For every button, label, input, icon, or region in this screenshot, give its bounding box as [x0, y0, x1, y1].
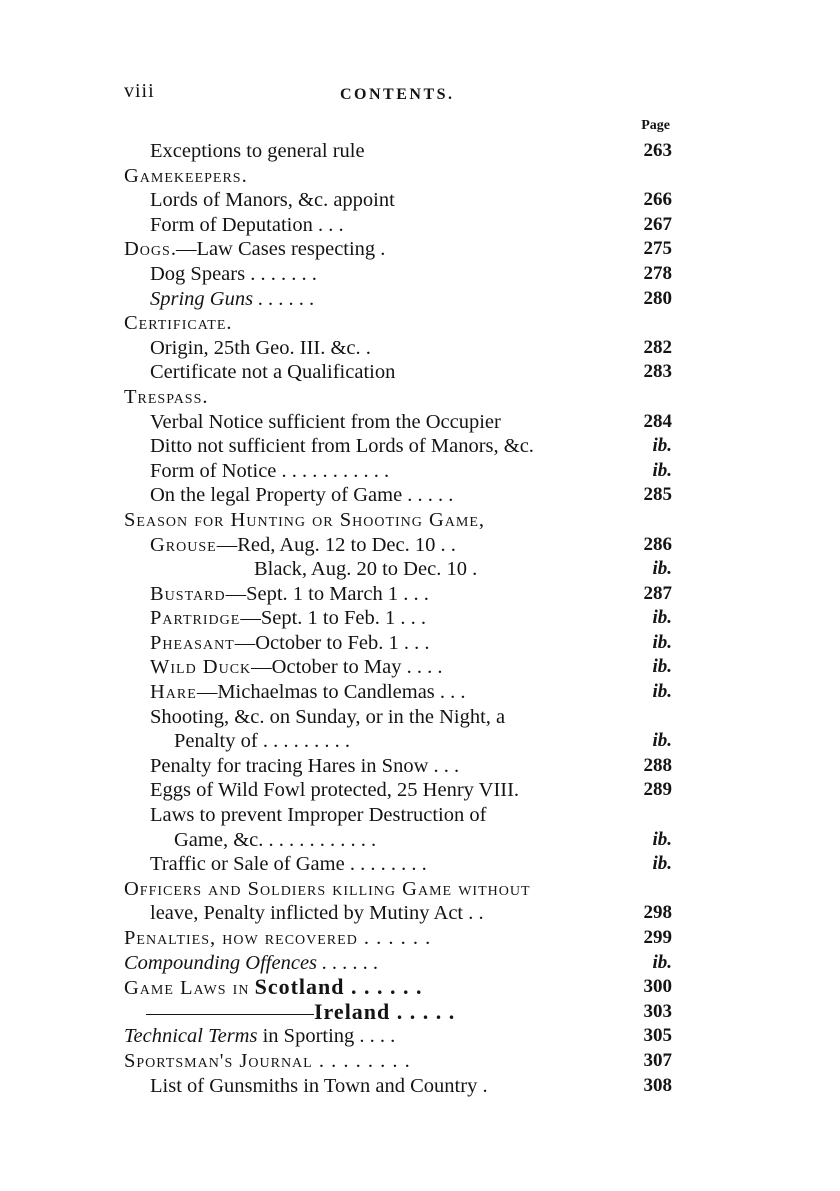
toc-entry: Verbal Notice sufficient from the Occupier 284 — [150, 410, 672, 433]
toc-entry: Compounding Offences . . . . . . ib. — [124, 951, 672, 974]
contents-list — [124, 139, 672, 1098]
toc-entry: leave, Penalty inflicted by Mutiny Act . . 298 — [150, 902, 672, 925]
toc-heading: Officers and Soldiers killing Game without — [124, 877, 531, 900]
toc-entry: Hare—Michaelmas to Candlemas . . . ib. — [150, 681, 672, 704]
toc-entry: Grouse—Red, Aug. 12 to Dec. 10 . . 286 — [150, 533, 672, 556]
toc-entry: Penalty of . . . . . . . . . ib. — [174, 730, 672, 753]
toc-entry: On the legal Property of Game . . . . . 285 — [150, 484, 672, 507]
toc-heading: Penalties, how recovered . . . . . . 299 — [124, 927, 672, 949]
toc-entry: Partridge—Sept. 1 to Feb. 1 . . . ib. — [150, 607, 672, 630]
page-numeral: viii — [124, 80, 155, 102]
toc-entry: Technical Terms in Sporting . . . . 305 — [124, 1025, 672, 1048]
toc-heading: Sportsman's Journal . . . . . . . . 307 — [124, 1049, 672, 1072]
page-column-label: Page — [641, 118, 670, 133]
toc-heading: Gamekeepers. — [124, 164, 248, 187]
toc-entry: Origin, 25th Geo. III. &c. . 282 — [150, 336, 672, 359]
toc-entry: Form of Notice . . . . . . . . . . . ib. — [150, 459, 672, 482]
toc-heading: Season for Hunting or Shooting Game, — [124, 508, 486, 531]
toc-entry: Eggs of Wild Fowl protected, 25 Henry VIII. 289 — [150, 779, 672, 802]
toc-heading: Certificate. — [124, 312, 233, 335]
toc-entry: Penalty for tracing Hares in Snow . . . 288 — [150, 754, 672, 777]
toc-entry: Exceptions to general rule 263 — [150, 140, 672, 162]
toc-entry: Shooting, &c. on Sunday, or in the Night, a — [150, 705, 506, 728]
toc-entry: List of Gunsmiths in Town and Country . 308 — [150, 1074, 672, 1097]
toc-entry: Pheasant—October to Feb. 1 . . . ib. — [150, 631, 672, 654]
running-title: CONTENTS. — [340, 86, 455, 103]
toc-entry: Bustard—Sept. 1 to March 1 . . . 287 — [150, 582, 672, 605]
toc-entry: Certificate not a Qualification 283 — [150, 361, 672, 384]
toc-entry: Game, &c. . . . . . . . . . . . ib. — [174, 828, 672, 851]
toc-entry: Traffic or Sale of Game . . . . . . . . ib. — [150, 853, 672, 876]
toc-entry: Ireland . . . . . 303 — [124, 1000, 672, 1025]
toc-entry: Black, Aug. 20 to Dec. 10 . ib. — [254, 558, 672, 581]
toc-entry: Wild Duck—October to May . . . . ib. — [150, 656, 672, 679]
toc-entry: Ditto not sufficient from Lords of Manors, &c. ib. — [150, 435, 672, 458]
toc-heading: Dogs.—Law Cases respecting . 275 — [124, 238, 672, 261]
ditto-rule — [146, 1014, 314, 1015]
toc-entry: Dog Spears . . . . . . . 278 — [150, 262, 672, 285]
toc-entry: Laws to prevent Improper Destruction of — [150, 804, 487, 827]
toc-heading: Trespass. — [124, 385, 209, 408]
toc-heading: Game Laws in Scotland . . . . . . 300 — [124, 974, 672, 1000]
toc-entry: Lords of Manors, &c. appoint 266 — [150, 189, 672, 212]
toc-entry: Spring Guns . . . . . . 280 — [150, 287, 672, 310]
toc-entry: Form of Deputation . . . 267 — [150, 213, 672, 236]
